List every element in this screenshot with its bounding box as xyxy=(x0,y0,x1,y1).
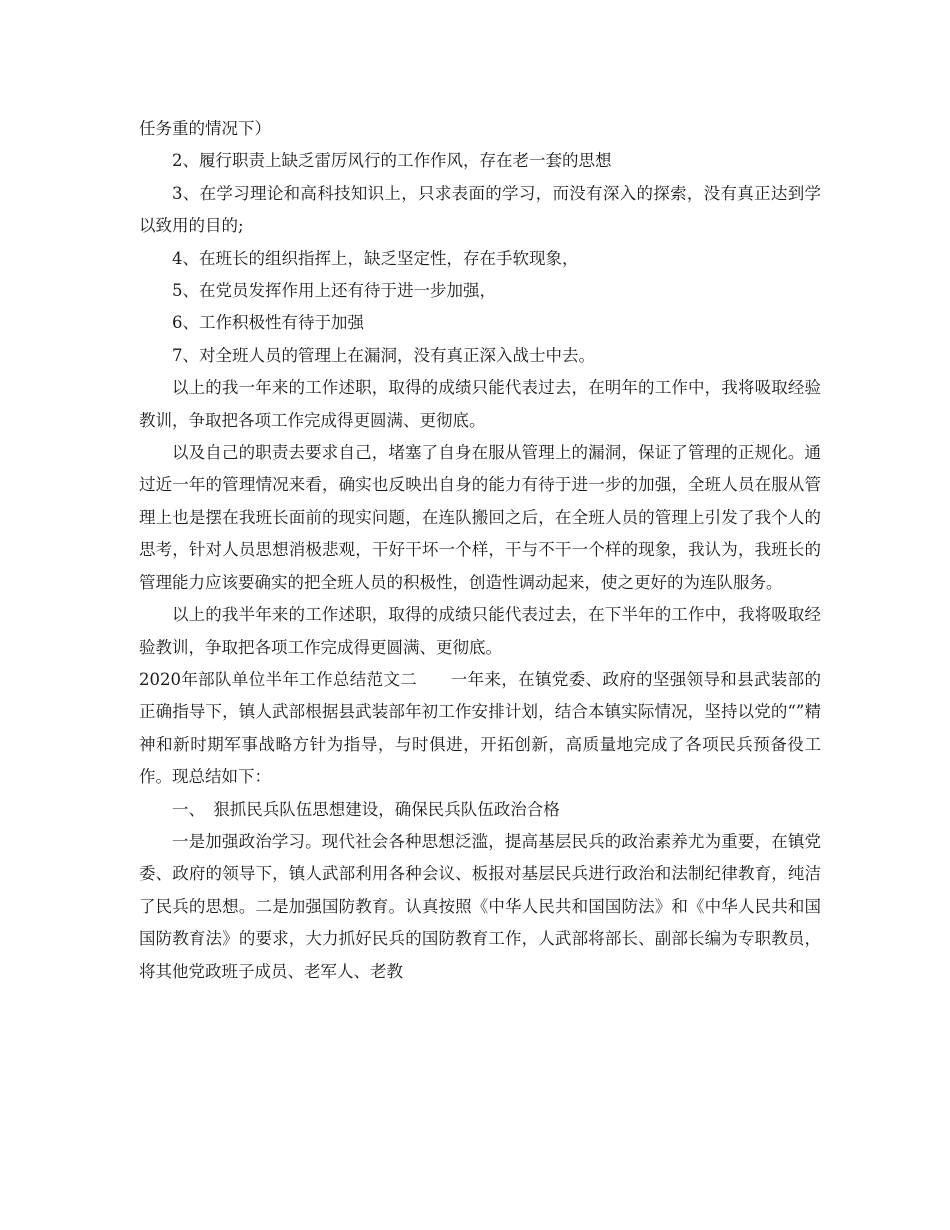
list-item-6: 6、工作积极性有待于加强 xyxy=(172,313,364,333)
paragraph-half-year-summary: 以上的我半年来的工作述职，取得的成绩只能代表过去，在下半年的工作中，我将吸取经验教训，争取把各项工作完成得更圆满、更彻底。 xyxy=(139,605,821,657)
paragraph-political-study: 一是加强政治学习。现代社会各种思想泛滥，提高基层民兵的政治素养尤为重要，在镇党委、政府的领导下，镇人武部利用各种会议、板报对基层民兵进行政治和法制纪律教育，纯洁了民兵的思想。二是加强国防教育。认真按照《中华人民共和国国防法》和《中华人民共和国国防教育法》的要求，大力抓好民兵的国防教育工作，人武部将部长、副部长编为专职教员，将其他党政班子成员、老军人、老教 xyxy=(139,831,821,981)
list-item-7: 7、对全班人员的管理上在漏洞，没有真正深入战士中去。 xyxy=(172,345,595,365)
section-heading-1: 一、 狠抓民兵队伍思想建设，确保民兵队伍政治合格 xyxy=(172,799,560,819)
list-item-5: 5、在党员发挥作用上还有待于进一步加强， xyxy=(172,281,496,301)
list-item-3: 3、在学习理论和高科技知识上，只求表面的学习，而没有深入的探索，没有真正达到学以致用的目的; xyxy=(139,183,821,236)
paragraph-annual-summary: 以上的我一年来的工作述职，取得的成绩只能代表过去，在明年的工作中，我将吸取经验教训，争取把各项工作完成得更圆满、更彻底。 xyxy=(139,378,821,430)
paragraph-sample-two: 2020年部队单位半年工作总结范文二 一年来，在镇党委、政府的坚强领导和县武装部的正确指导下，镇人武部根据县武装部年初工作安排计划，结合本镇实际情况，坚持以党的“”精神和新时期军事战略方针为指导，与时俱进，开拓创新，高质量地完成了各项民兵预备役工作。现总结如下： xyxy=(139,669,821,787)
document-body xyxy=(139,113,821,988)
paragraph-management: 以及自己的职责去要求自己，堵塞了自身在服从管理上的漏洞，保证了管理的正规化。通过近一年的管理情况来看，确实也反映出自身的能力有待于进一步的加强，全班人员在服从管理上也是摆在我班长面前的现实问题，在连队搬回之后，在全班人员的管理上引发了我个人的思考，针对人员思想消极悲观，干好干坏一个样，干与不干一个样的现象，我认为，我班长的管理能力应该要确实的把全班人员的积极性，创造性调动起来，使之更好的为连队服务。 xyxy=(139,443,821,592)
list-item-4: 4、在班长的组织指挥上，缺乏坚定性，存在手软现象， xyxy=(172,248,579,268)
list-item-2: 2、履行职责上缺乏雷厉风行的工作作风，存在老一套的思想 xyxy=(172,151,612,171)
paragraph-continuation: 任务重的情况下） xyxy=(139,119,271,138)
